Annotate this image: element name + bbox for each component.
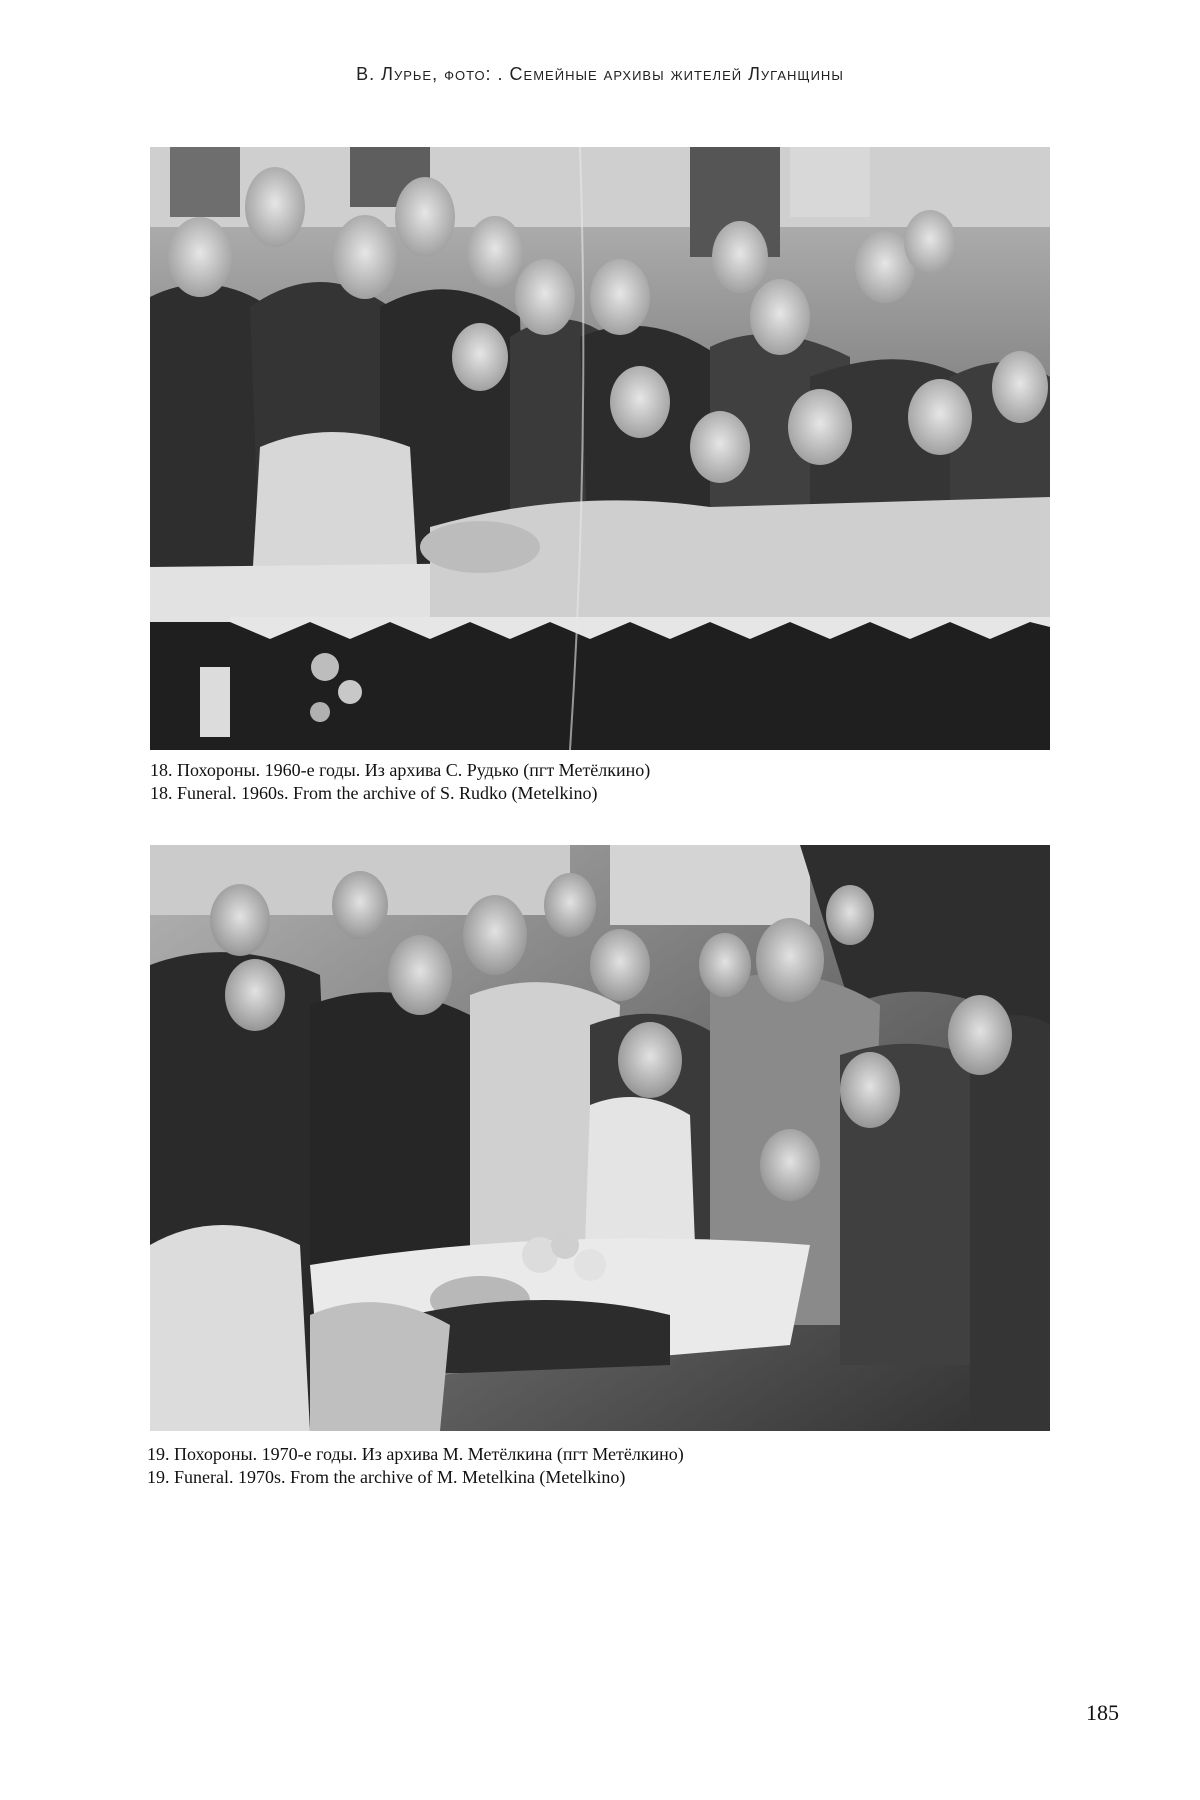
funeral-photo-1960s [150,147,1050,750]
page-number: 185 [1086,1700,1119,1725]
figure-caption-19 [147,1443,1047,1489]
caption-english: 18. Funeral. 1960s. From the archive of S. Rudko (Metelkino) [150,783,598,803]
running-head: В. Лурье, фото: . Семейные архивы жителей Луганщины [356,64,844,84]
caption-english: 19. Funeral. 1970s. From the archive of M. Metelkina (Metelkino) [147,1467,626,1487]
figure-caption-18 [150,759,1050,805]
funeral-photo-1970s [150,845,1050,1431]
caption-russian: 18. Похороны. 1960-е годы. Из архива С. Рудько (пгт Метёлкино) [150,760,651,780]
caption-russian: 19. Похороны. 1970-е годы. Из архива М. Метёлкина (пгт Метёлкино) [147,1444,684,1464]
